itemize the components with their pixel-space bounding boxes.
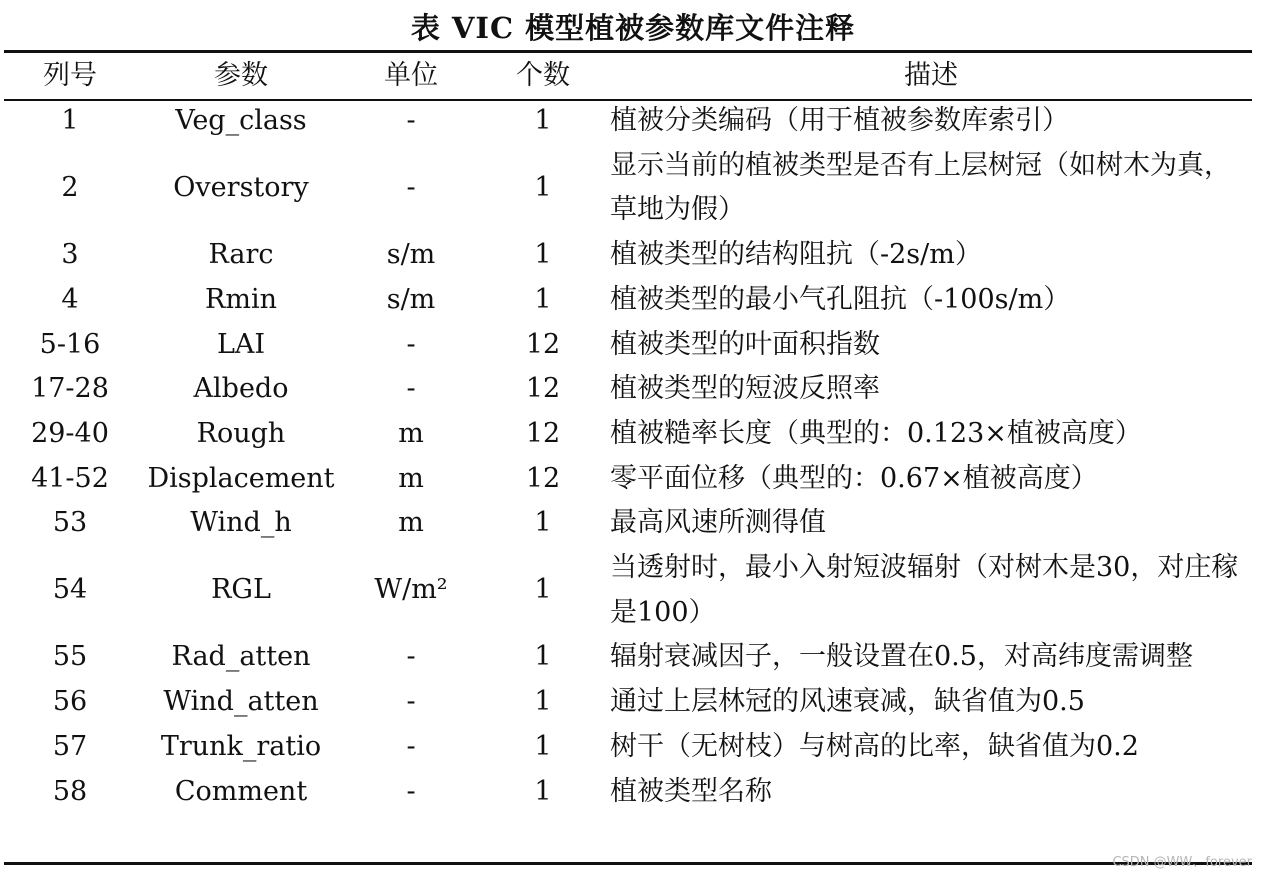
vegetation-parameter-table: [4, 53, 1252, 814]
table-row: [4, 278, 1252, 323]
cell-count: 1: [534, 641, 552, 673]
table-bottom-rule: [4, 862, 1252, 865]
cell-count: 1: [534, 172, 552, 204]
cell-description: 植被糙率长度（典型的：0.123×植被高度）: [610, 417, 1142, 449]
table-row: [4, 367, 1252, 412]
cell-description: 通过上层林冠的风速衰减，缺省值为0.5: [610, 686, 1085, 718]
cell-count: 1: [534, 574, 552, 606]
cell-count: 1: [534, 283, 552, 315]
cell-parameter: Comment: [174, 775, 308, 807]
cell-description: 植被类型的叶面积指数: [610, 328, 880, 360]
cell-description: 最高风速所测得值: [610, 507, 826, 539]
cell-parameter: Rmin: [205, 283, 277, 315]
table-row: [4, 635, 1252, 680]
cell-count: 1: [534, 507, 552, 539]
cell-parameter: Wind_h: [190, 507, 292, 539]
cell-col-number: 53: [52, 507, 88, 539]
cell-count: 1: [534, 239, 552, 271]
header-count: 个数: [516, 60, 570, 91]
cell-description: 当透射时，最小入射短波辐射（对树木是30，对庄稼是100）: [610, 552, 1239, 628]
cell-col-number: 2: [61, 172, 79, 204]
cell-unit: -: [406, 641, 416, 673]
table-body: [4, 99, 1252, 814]
table-row: [4, 144, 1252, 233]
cell-unit: W/m²: [374, 574, 448, 606]
cell-parameter: Rough: [196, 417, 286, 449]
table-row: [4, 546, 1252, 635]
cell-unit: -: [406, 328, 416, 360]
header-unit: 单位: [384, 60, 438, 91]
cell-col-number: 55: [52, 641, 88, 673]
cell-unit: m: [398, 417, 424, 449]
cell-col-number: 58: [52, 775, 88, 807]
header-description: 描述: [904, 60, 958, 91]
cell-description: 显示当前的植被类型是否有上层树冠（如树木为真，草地为假）: [610, 149, 1231, 226]
cell-unit: -: [406, 775, 416, 807]
header-parameter: 参数: [214, 60, 268, 91]
cell-col-number: 1: [61, 105, 79, 136]
cell-unit: -: [406, 686, 416, 718]
cell-count: 1: [534, 730, 552, 762]
cell-parameter: Overstory: [173, 172, 309, 204]
cell-col-number: 5-16: [39, 328, 101, 360]
cell-count: 12: [525, 417, 561, 449]
cell-col-number: 3: [61, 239, 79, 271]
cell-count: 12: [525, 328, 561, 360]
cell-count: 1: [534, 686, 552, 718]
cell-unit: s/m: [386, 283, 436, 315]
table-row: [4, 770, 1252, 815]
table-caption: 表 VIC 模型植被参数库文件注释: [410, 11, 856, 45]
table-row: [4, 725, 1252, 770]
cell-col-number: 17-28: [31, 373, 109, 405]
cell-description: 植被类型的最小气孔阻抗（-100s/m）: [610, 283, 1071, 315]
cell-unit: -: [406, 172, 416, 204]
cell-unit: m: [398, 507, 424, 539]
table-row: [4, 680, 1252, 725]
cell-parameter: Displacement: [147, 462, 335, 494]
cell-count: 12: [525, 462, 561, 494]
cell-description: 辐射衰减因子，一般设置在0.5，对高纬度需调整: [610, 641, 1193, 673]
cell-unit: m: [398, 462, 424, 494]
cell-col-number: 4: [61, 283, 79, 315]
table-row: [4, 233, 1252, 278]
watermark: CSDN @WW、forever: [1112, 855, 1252, 870]
cell-parameter: Veg_class: [175, 105, 307, 136]
cell-description: 树干（无树枝）与树高的比率，缺省值为0.2: [610, 730, 1139, 762]
cell-parameter: LAI: [216, 328, 266, 360]
cell-parameter: Trunk_ratio: [160, 730, 322, 762]
table-row: [4, 501, 1252, 546]
cell-parameter: Rad_atten: [171, 641, 311, 673]
cell-col-number: 56: [52, 686, 88, 718]
cell-unit: -: [406, 105, 416, 136]
table-row: [4, 412, 1252, 457]
cell-count: 1: [534, 775, 552, 807]
cell-parameter: Wind_atten: [163, 686, 319, 718]
cell-unit: -: [406, 730, 416, 762]
header-col-number: 列号: [43, 60, 97, 91]
cell-col-number: 57: [52, 730, 88, 762]
table-row: [4, 99, 1252, 144]
table-header-row: [4, 53, 1252, 99]
cell-col-number: 54: [52, 574, 88, 606]
cell-col-number: 41-52: [31, 462, 109, 494]
cell-description: 植被分类编码（用于植被参数库索引）: [610, 105, 1069, 136]
cell-description: 植被类型的结构阻抗（-2s/m）: [610, 239, 982, 271]
cell-description: 植被类型名称: [610, 775, 772, 807]
cell-description: 零平面位移（典型的：0.67×植被高度）: [610, 462, 1098, 494]
cell-col-number: 29-40: [31, 417, 109, 449]
table-row: [4, 323, 1252, 368]
cell-parameter: Rarc: [208, 239, 274, 271]
cell-parameter: RGL: [211, 574, 271, 606]
table-row: [4, 457, 1252, 502]
cell-unit: s/m: [386, 239, 436, 271]
cell-description: 植被类型的短波反照率: [610, 373, 880, 405]
cell-unit: -: [406, 373, 416, 405]
cell-count: 12: [525, 373, 561, 405]
cell-count: 1: [534, 105, 552, 136]
cell-parameter: Albedo: [193, 373, 289, 405]
